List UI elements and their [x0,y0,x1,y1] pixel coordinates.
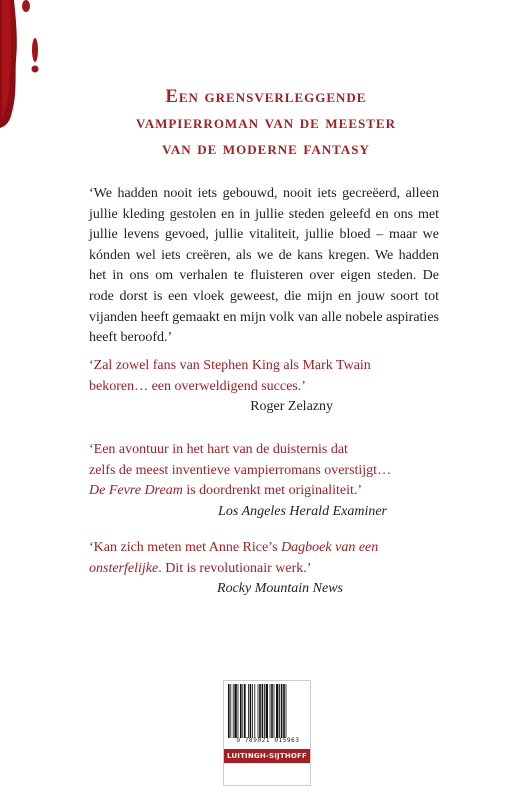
blurb-3-book-title-part-1: Dagboek van een [281,540,379,555]
barcode-bar [250,684,252,738]
barcode-bar [238,684,239,738]
barcode-bar [262,684,264,738]
isbn-digits: 9 789021 015963 [236,737,300,744]
barcode-bar [234,684,236,738]
blurb-3-line-2-rest: . Dit is revolutionair werk.’ [158,560,312,576]
barcode-bar [266,684,268,738]
barcode-bar [254,684,255,738]
blurb-3-line-2 [89,559,439,580]
barcode-bar [271,684,273,738]
barcode-graphic [228,684,306,738]
blurb-2-source-text: Los Angeles Herald Examiner [218,503,387,519]
blurb-3-source [89,579,439,600]
barcode-bar [258,684,259,738]
blurb-2-line-1: ‘Een avontuur in het hart van de duisternis dat [89,442,348,457]
barcode-bar [281,684,283,738]
barcode-bar [230,684,231,738]
barcode-bar [274,684,275,738]
blurb-1-line-1: ‘Zal zowel fans van Stephen King als Mark Twain [89,358,371,373]
barcode-bar [259,684,261,738]
barcode-bar [283,684,285,738]
headline [0,84,532,162]
blurb-3-source-text: Rocky Mountain News [217,581,343,597]
barcode-bar [240,684,242,738]
blurb-3-book-title-part-2: onsterfelijke [89,560,159,576]
blurb-2-line-3 [89,481,439,502]
blurb-3-line-1 [89,538,439,559]
barcode-bar [233,684,234,738]
barcode-bar [270,684,271,738]
blurb-2-line-2: zelfs de meest inventieve vampierromans overstijgt… [89,462,392,478]
blurb-1-source: Roger Zelazny [250,399,333,415]
headline-line-2: vampierroman van de meester [136,113,396,133]
barcode-bar [286,684,287,738]
excerpt-quote: ‘We hadden nooit iets gebouwd, nooit iets gecreëerd, alleen jullie kleding gestolen en in jullie steden geleefd en ons met jullie levens gevoed, jullie vitaliteit, jullie bloed – maar we kónden wel iets creëren, als we de kans kregen. We hadden het in ons om verhalen te fluisteren over eigen steden. De rode dorst is een vloek geweest, die mijn en jouw soort tot vijanden heeft gemaakt en mijn volk van alle nobele aspiraties heeft beroofd.’ [89,186,439,346]
headline-line-1: Een grensverleggende [165,87,367,107]
barcode-bar [279,684,280,738]
barcode-bar [228,684,230,738]
barcode-bar [264,684,265,738]
blurb-2 [89,440,439,522]
barcode-label [223,680,311,786]
blurb-2-book-title: De Fevre Dream [89,483,183,499]
blurb-3 [89,538,439,600]
blurb-1 [89,356,439,418]
barcode-bar [248,684,249,738]
blurb-3-line-1-start: ‘Kan zich meten met Anne Rice’s [89,540,282,555]
barcode-bar [242,684,243,738]
publisher-logo: LUITINGH-SIJTHOFF [224,749,310,763]
blurb-2-source [89,502,439,523]
blurb-1-line-2: bekoren… een overweldigend succes.’ [89,378,306,394]
barcode-bar [244,684,246,738]
headline-line-3: van de moderne fantasy [162,139,370,159]
barcode-bar [276,684,278,738]
barcode-bar [252,684,253,738]
blurb-2-line-3-rest: is doordrenkt met originaliteit.’ [182,483,363,499]
